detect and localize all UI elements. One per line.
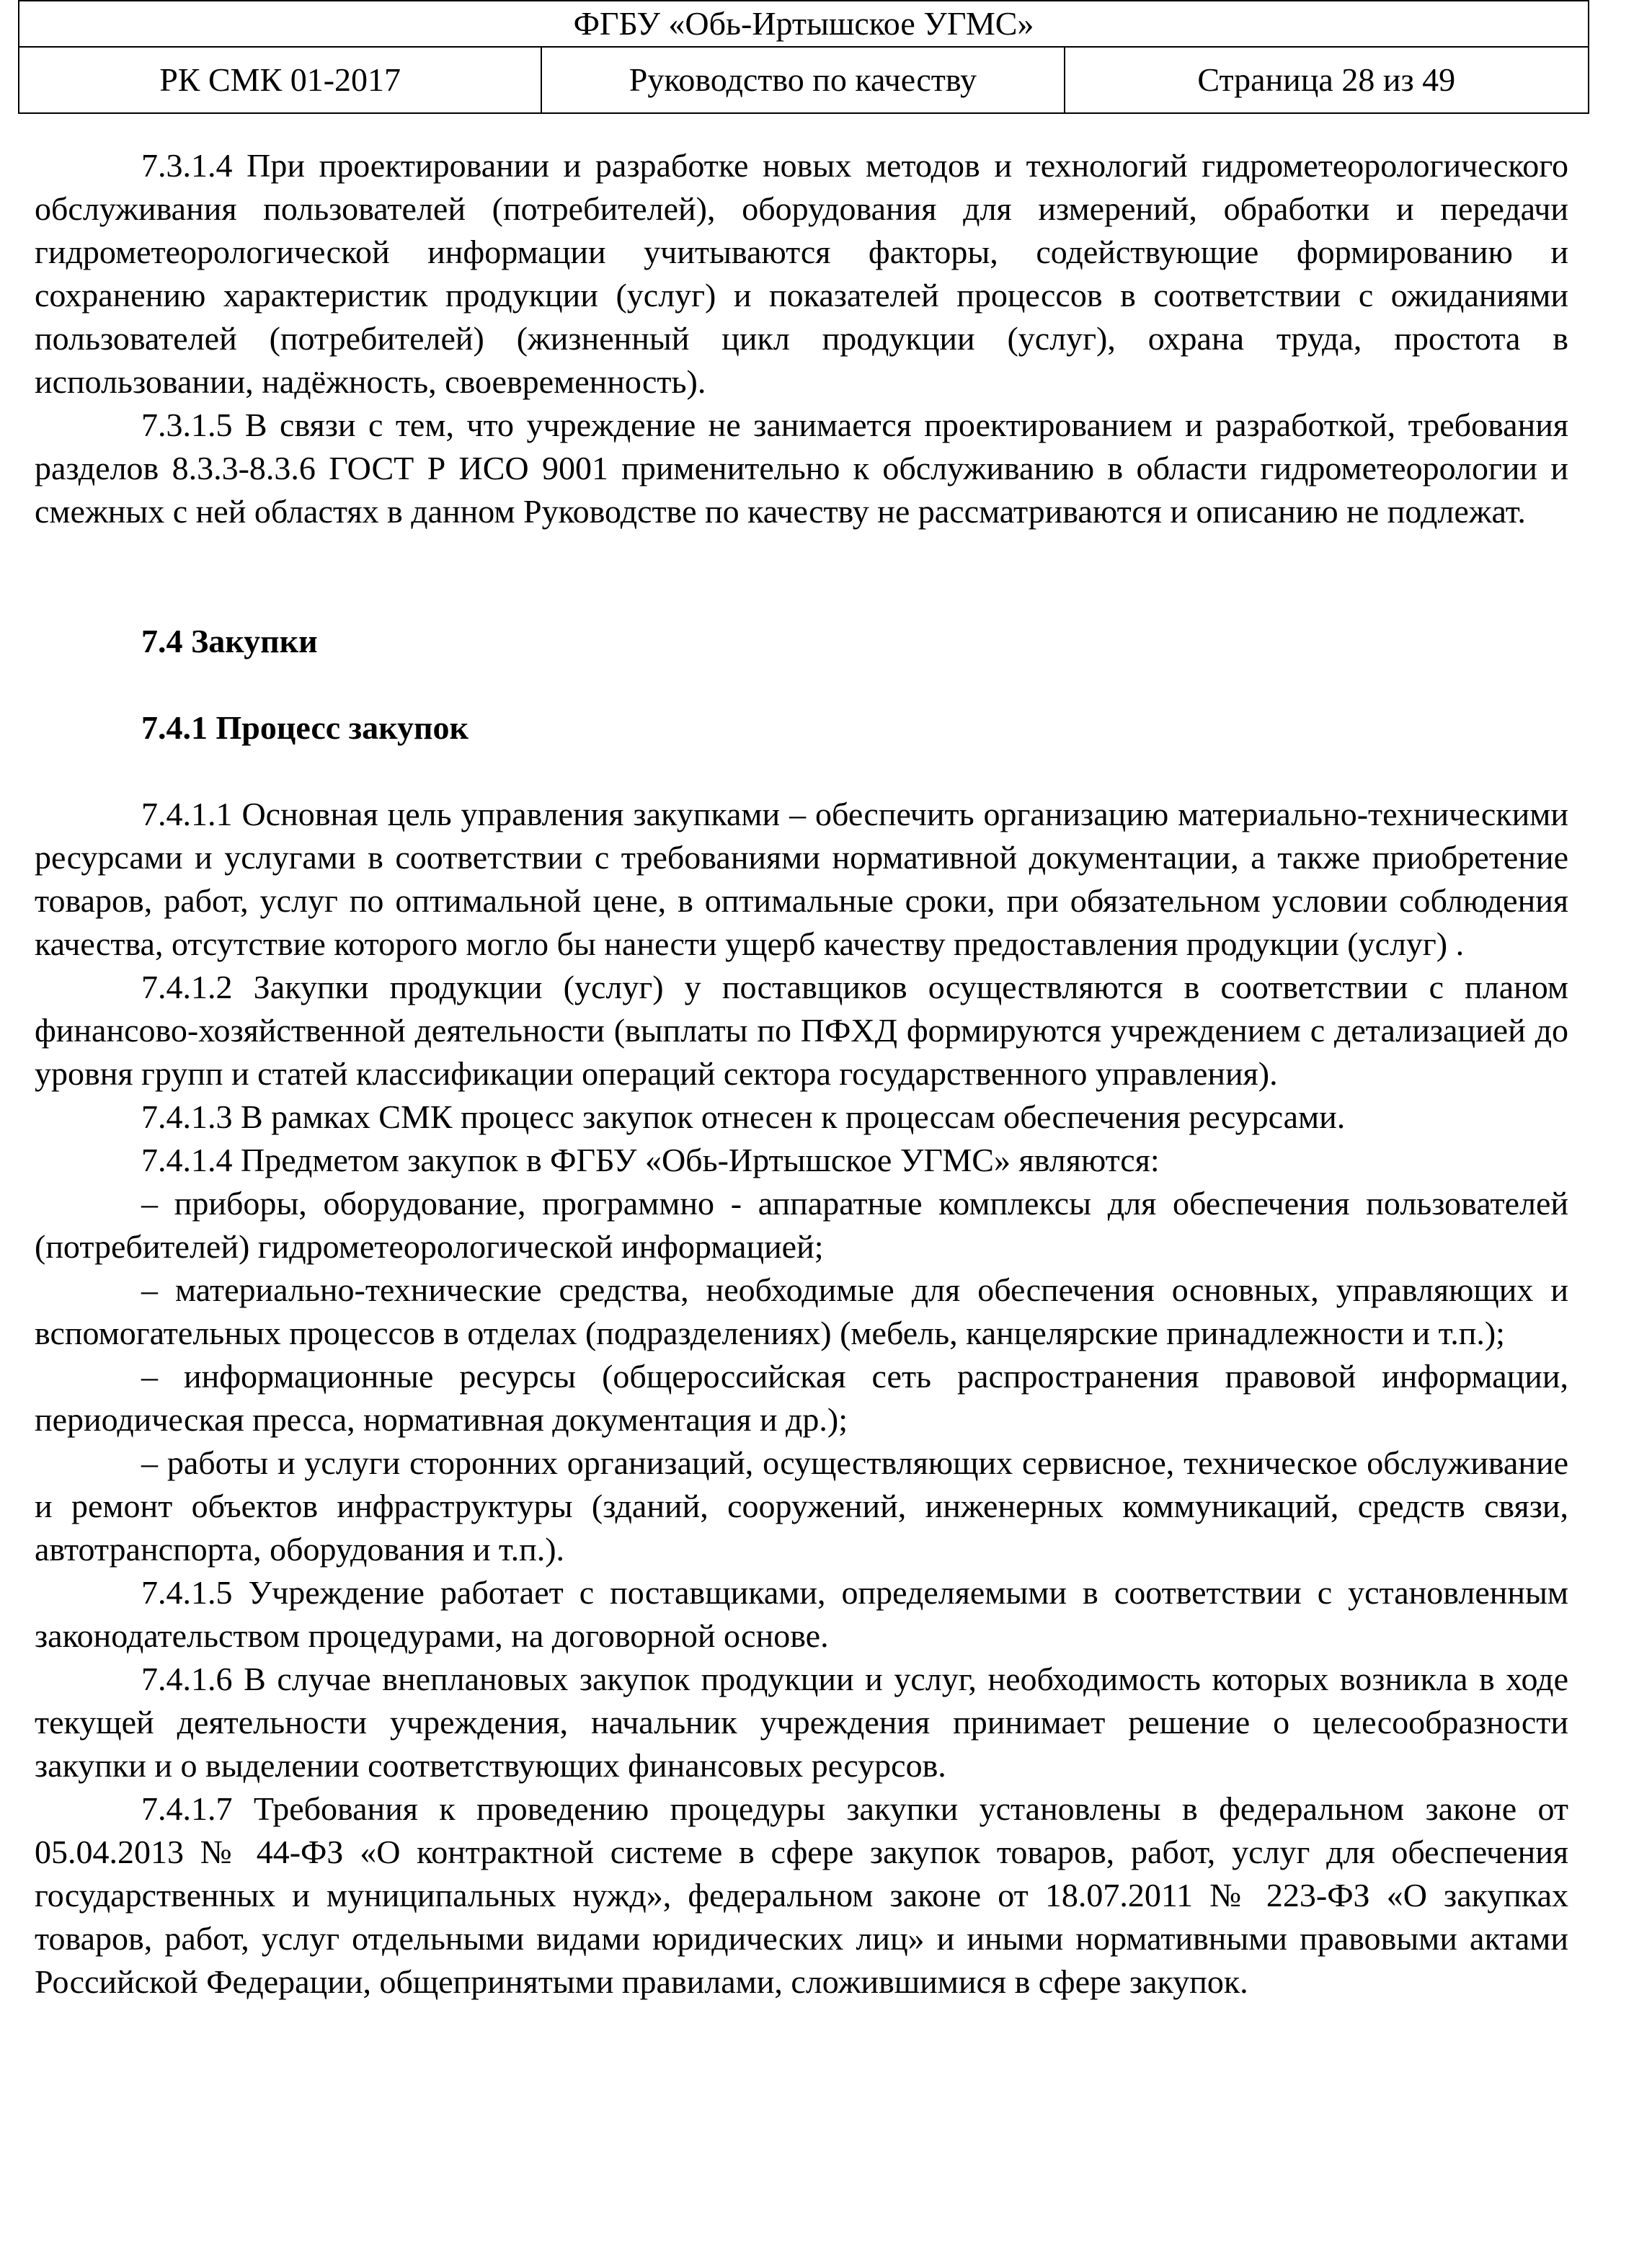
page-number: Страница 28 из 49 xyxy=(1065,47,1589,113)
document-body xyxy=(35,144,1568,2004)
subsection-heading: 7.4.1 Процесс закупок xyxy=(141,709,469,746)
list-item: – информационные ресурсы (общероссийская сеть распространения правовой информации, периодическая пресса, нормативная документация и др.); xyxy=(35,1358,1568,1438)
paragraph-7-4-1-4: 7.4.1.4 Предметом закупок в ФГБУ «Обь-Иртышское УГМС» являются: xyxy=(141,1142,1160,1178)
section-heading: 7.4 Закупки xyxy=(141,623,318,659)
paragraph-7-4-1-5: 7.4.1.5 Учреждение работает с поставщиками, определяемыми в соответствии с установленным законодательством процедурами, на договорной основе. xyxy=(35,1574,1568,1654)
document-title: Руководство по качеству xyxy=(541,47,1064,113)
paragraph-7-4-1-1: 7.4.1.1 Основная цель управления закупками – обеспечить организацию материально-техническими ресурсами и услугами в соответствии с требованиями нормативной документации, а также приобретение товаров, работ, услуг по оптимальной цене, в оптимальные сроки, при обязательном условии соблюдения качества, отсутствие которого могло бы нанести ущерб качеству предоставления продукции (услуг) . xyxy=(35,796,1568,962)
list-item: – материально-технические средства, необходимые для обеспечения основных, управляющих и вспомогательных процессов в отделах (подразделениях) (мебель, канцелярские принадлежности и т.п.); xyxy=(35,1271,1568,1351)
paragraph-7-3-1-4: 7.3.1.4 При проектировании и разработке новых методов и технологий гидрометеорологического обслуживания пользователей (потребителей), оборудования для измерений, обработки и передачи гидрометеорологической информации учитываются факторы, содействующие формированию и сохранению характеристик продукции (услуг) и показателей процессов в соответствии с ожиданиями пользователей (потребителей) (жизненный цикл продукции (услуг), охрана труда, простота в использовании, надёжность, своевременность). xyxy=(35,147,1568,400)
paragraph-7-4-1-3: 7.4.1.3 В рамках СМК процесс закупок отнесен к процессам обеспечения ресурсами. xyxy=(141,1098,1346,1135)
document-header-table xyxy=(18,0,1589,114)
list-item: – работы и услуги сторонних организаций, осуществляющих сервисное, техническое обслуживание и ремонт объектов инфраструктуры (зданий, сооружений, инженерных коммуникаций, средств связи, автотранспорта, оборудования и т.п.). xyxy=(35,1444,1568,1568)
organization-name: ФГБУ «Обь-Иртышское УГМС» xyxy=(19,1,1589,47)
document-code: РК СМК 01-2017 xyxy=(19,47,541,113)
paragraph-7-4-1-2: 7.4.1.2 Закупки продукции (услуг) у поставщиков осуществляются в соответствии с планом финансово-хозяйственной деятельности (выплаты по ПФХД формируются учреждением с детализацией до уровня групп и статей классификации операций сектора государственного управления). xyxy=(35,969,1568,1092)
paragraph-7-4-1-7: 7.4.1.7 Требования к проведению процедуры закупки установлены в федеральном законе от 05.04.2013 № 44-ФЗ «О контрактной системе в сфере закупок товаров, работ, услуг для обеспечения государственных и муниципальных нужд», федеральном законе от 18.07.2011 № 223-ФЗ «О закупках товаров, работ, услуг отдельными видами юридических лиц» и иными нормативными правовыми актами Российской Федерации, общепринятыми правилами, сложившимися в сфере закупок. xyxy=(35,1790,1568,2000)
list-item: – приборы, оборудование, программно - аппаратные комплексы для обеспечения пользователей (потребителей) гидрометеорологической информацией; xyxy=(35,1185,1568,1265)
paragraph-7-4-1-6: 7.4.1.6 В случае внеплановых закупок продукции и услуг, необходимость которых возникла в ходе текущей деятельности учреждения, начальник учреждения принимает решение о целесообразности закупки и о выделении соответствующих финансовых ресурсов. xyxy=(35,1661,1568,1784)
paragraph-7-3-1-5: 7.3.1.5 В связи с тем, что учреждение не занимается проектированием и разработкой, требования разделов 8.3.3-8.3.6 ГОСТ Р ИСО 9001 применительно к обслуживанию в области гидрометеорологии и смежных с ней областях в данном Руководстве по качеству не рассматриваются и описанию не подлежат. xyxy=(35,406,1568,530)
